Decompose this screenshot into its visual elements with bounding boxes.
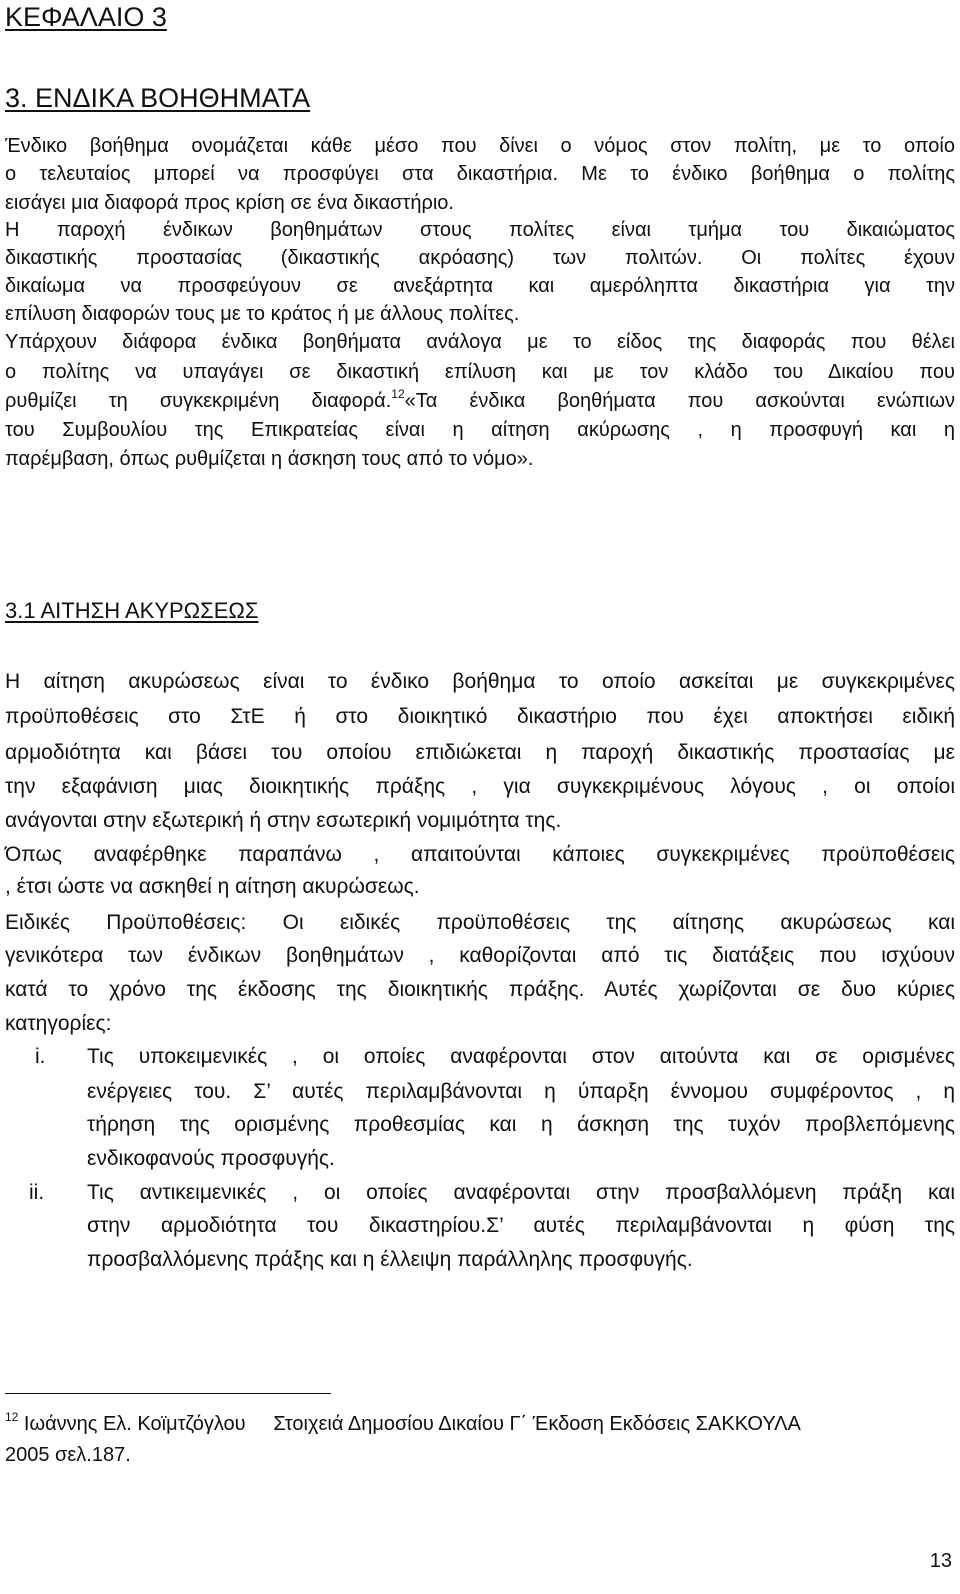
page-number: 13 [929, 1550, 952, 1572]
list-item-2-line-1: Τις αντικειμενικές , οι οποίες αναφέρονται στην προσβαλλόμενη πράξη και [87, 1181, 955, 1204]
list-item-marker-1: i. [35, 1045, 46, 1068]
subsection-line-8: Ειδικές Προϋποθέσεις: Οι ειδικές προϋποθέσεις της αίτησης ακυρώσεως και [5, 911, 955, 934]
footnote-reference[interactable]: 12 [391, 387, 405, 401]
intro-line-8: Υπάρχουν διάφορα ένδικα βοηθήματα ανάλογα με το είδος της διαφοράς που θέλει [5, 331, 955, 353]
subsection-line-6: Όπως αναφέρθηκε παραπάνω , απαιτούνται κάποιες συγκεκριμένες προϋποθέσεις [5, 843, 955, 866]
list-item-2-line-2: στην αρμοδιότητα του δικαστηρίου.Σ’ αυτές περιλαμβάνονται η φύση της [87, 1214, 955, 1237]
intro-line-10-before: ρυθμίζει τη συγκεκριμένη διαφορά. [5, 390, 392, 412]
intro-line-10-after: «Τα ένδικα βοηθήματα που ασκούνται ενώπιων [404, 390, 955, 412]
intro-line-7: επίλυση διαφορών τους με το κράτος ή με άλλους πολίτες. [5, 303, 520, 325]
footnote-number: 12 [5, 1410, 19, 1424]
subsection-line-1: Η αίτηση ακυρώσεως είναι το ένδικο βοήθημα το οποίο ασκείται με συγκεκριμένες [5, 670, 955, 693]
subsection-heading: 3.1 ΑΙΤΗΣΗ ΑΚΥΡΩΣΕΩΣ [5, 598, 259, 623]
subsection-line-4: την εξαφάνιση μιας διοικητικής πράξης , για συγκεκριμένους λόγους , οι οποίοι [5, 775, 955, 798]
footnote-line-1 [5, 1412, 801, 1436]
footnote-text-1: Ιωάννης Ελ. Κοϊμτζόγλου Στοιχειά Δημοσίου Δικαίου Γ΄ Έκδοση Εκδόσεις ΣΑΚΚΟΥΛΑ [18, 1413, 801, 1435]
intro-line-2: ο τελευταίος μπορεί να προσφύγει στα δικαστήρια. Με το ένδικο βοήθημα ο πολίτης [5, 163, 955, 185]
list-item-1-line-3: τήρηση της ορισμένης προθεσμίας και η άσκηση της τυχόν προβλεπόμενης [87, 1113, 955, 1136]
intro-line-5: δικαστικής προστασίας (δικαστικής ακρόασης) των πολιτών. Οι πολίτες έχουν [5, 247, 955, 269]
subsection-line-9: γενικότερα των ένδικων βοηθημάτων , καθορίζονται από τις διατάξεις που ισχύουν [5, 944, 955, 967]
intro-line-9: ο πολίτης να υπαγάγει σε δικαστική επίλυση και με τον κλάδο του Δικαίου που [5, 361, 955, 383]
footnote-line-2: 2005 σελ.187. [5, 1444, 131, 1466]
intro-line-6: δικαίωμα να προσφεύγουν σε ανεξάρτητα και αμερόληπτα δικαστήρια για την [5, 275, 955, 297]
list-item-1-line-1: Τις υποκειμενικές , οι οποίες αναφέρονται στον αιτούντα και σε ορισμένες [87, 1045, 955, 1068]
list-item-1-line-4: ενδικοφανούς προσφυγής. [87, 1147, 335, 1170]
intro-line-10 [5, 389, 955, 413]
intro-line-12: παρέμβαση, όπως ρυθμίζεται η άσκηση τους από το νόμο». [5, 448, 534, 470]
subsection-line-10: κατά το χρόνο της έκδοσης της διοικητικής πράξης. Αυτές χωρίζονται σε δυο κύριες [5, 978, 955, 1001]
intro-line-1: Ένδικο βοήθημα ονομάζεται κάθε μέσο που δίνει ο νόμος στον πολίτη, με το οποίο [5, 135, 955, 157]
list-item-marker-2: ii. [29, 1181, 45, 1204]
list-item-2-line-3: προσβαλλόμενης πράξης και η έλλειψη παράλληλης προσφυγής. [87, 1248, 693, 1271]
footnote-separator [5, 1393, 331, 1394]
list-item-1-line-2: ενέργειες του. Σ’ αυτές περιλαμβάνονται η ύπαρξη έννομου συμφέροντος , η [87, 1080, 955, 1103]
intro-line-4: Η παροχή ένδικων βοηθημάτων στους πολίτες είναι τμήμα του δικαιώματος [5, 219, 955, 241]
subsection-line-7: , έτσι ώστε να ασκηθεί η αίτηση ακυρώσεως. [5, 875, 420, 898]
subsection-line-11: κατηγορίες: [5, 1012, 112, 1035]
intro-line-11: του Συμβουλίου της Επικρατείας είναι η αίτηση ακύρωσης , η προσφυγή και η [5, 419, 955, 441]
subsection-line-2: προϋποθέσεις στο ΣτΕ ή στο διοικητικό δικαστήριο που έχει αποκτήσει ειδική [5, 705, 955, 728]
subsection-line-3: αρμοδιότητα και βάσει του οποίου επιδιώκεται η παροχή δικαστικής προστασίας με [5, 741, 955, 764]
chapter-heading: ΚΕΦΑΛΑΙΟ 3 [5, 2, 167, 32]
subsection-line-5: ανάγονται στην εξωτερική ή στην εσωτερική νομιμότητα της. [5, 809, 562, 832]
intro-line-3: εισάγει μια διαφορά προς κρίση σε ένα δικαστήριο. [5, 192, 454, 214]
section-heading: 3. ΕΝΔΙΚΑ ΒΟΗΘΗΜΑΤΑ [5, 83, 311, 113]
